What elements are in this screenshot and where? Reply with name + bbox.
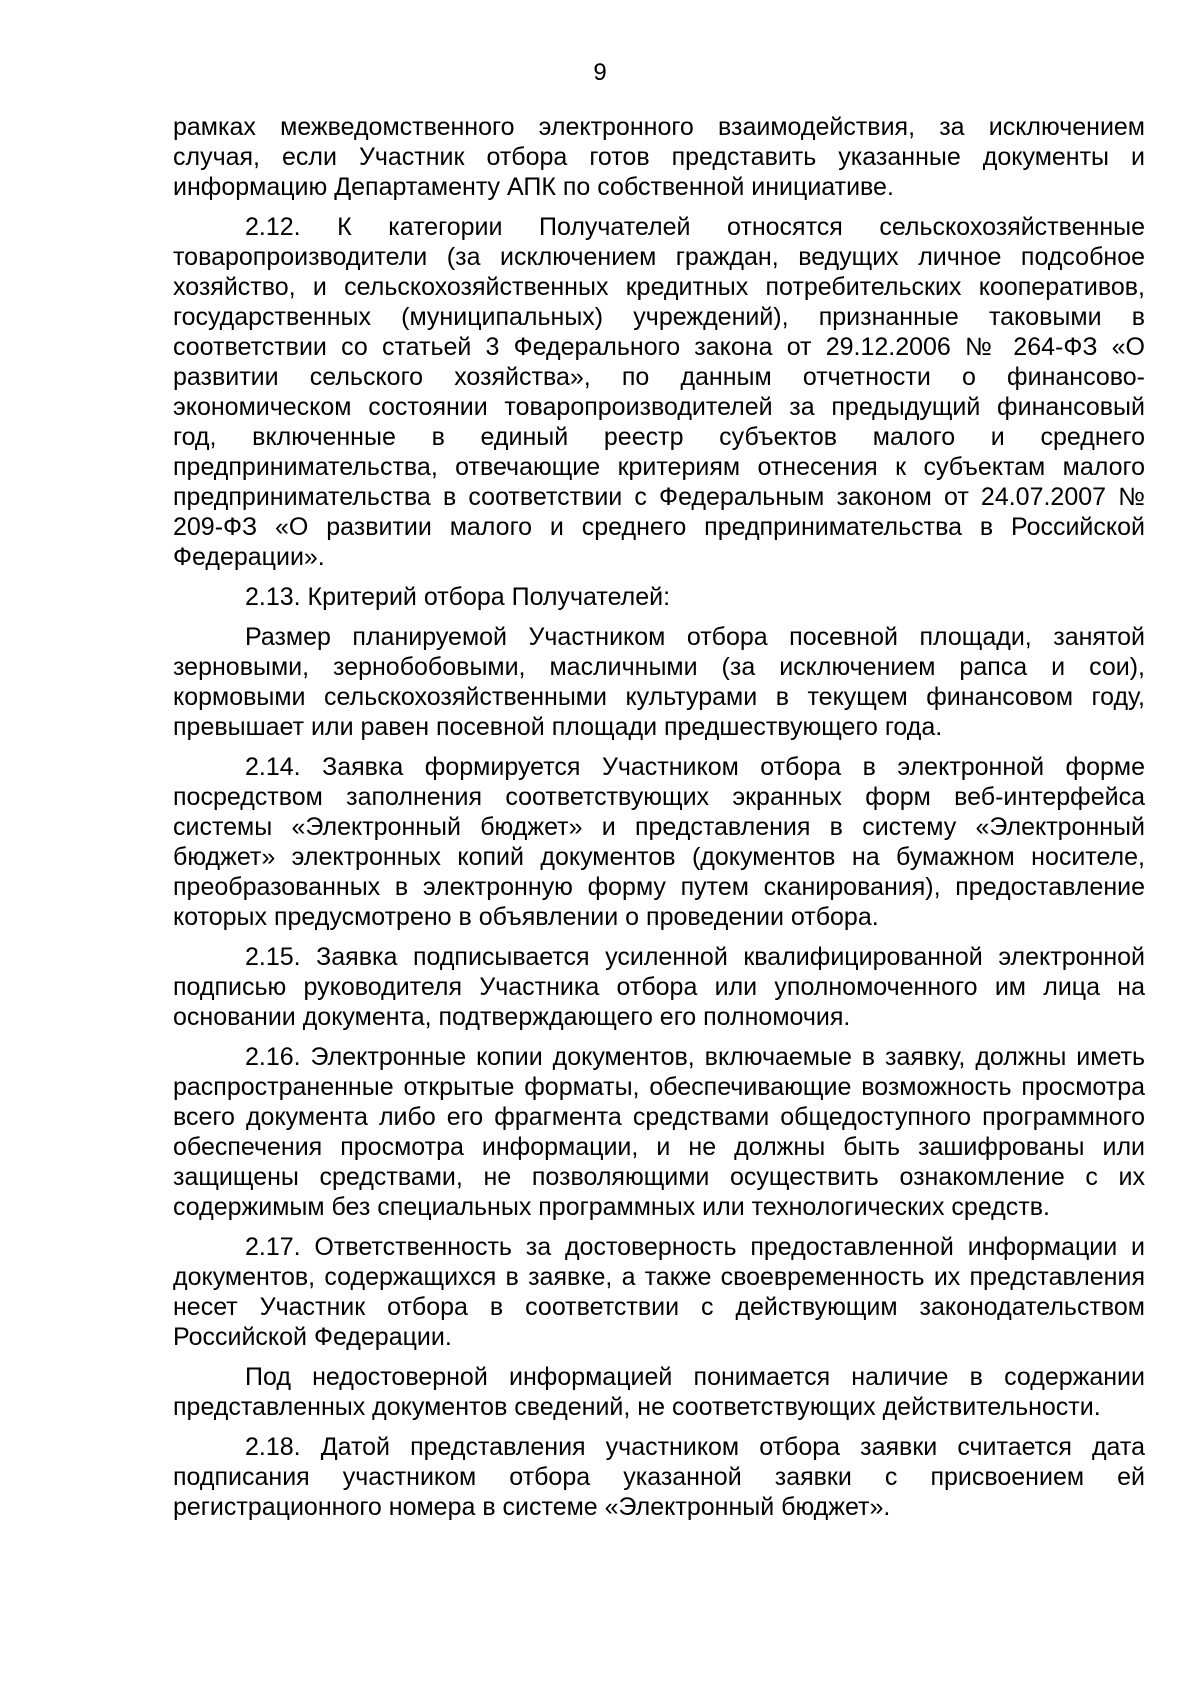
paragraph-2-15: 2.15. Заявка подписывается усиленной квалифицированной электронной подписью руководителя Участника отбора или уполномоченного им лица на основании документа, подтверждающего его полномочия. [173, 943, 1145, 1031]
paragraph-2-12: 2.12. К категории Получателей относятся сельскохозяйственные товаропроизводители (за исключением граждан, ведущих личное подсобное хозяйство, и сельскохозяйственных кредитных потребительских кооперативов, государственных (муниципальных) учреждений), признанные таковыми в соответствии со статьей 3 Федерального закона от 29.12.2006 № 264-ФЗ «О развитии сельского хозяйства», по данным отчетности о финансово-экономическом состоянии товаропроизводителей за предыдущий финансовый год, включенные в единый реестр субъектов малого и среднего предпринимательства, отвечающие критериям отнесения к субъектам малого предпринимательства в соответствии с Федеральным законом от 24.07.2007 № 209-ФЗ «О развитии малого и среднего предпринимательства в Российской Федерации». [173, 213, 1145, 571]
document-body [173, 112, 1145, 1532]
paragraph-2-14: 2.14. Заявка формируется Участником отбора в электронной форме посредством заполнения соответствующих экранных форм веб-интерфейса системы «Электронный бюджет» и представления в систему «Электронный бюджет» электронных копий документов (документов на бумажном носителе, преобразованных в электронную форму путем сканирования), предоставление которых предусмотрено в объявлении о проведении отбора. [173, 753, 1145, 931]
paragraph-2-16: 2.16. Электронные копии документов, включаемые в заявку, должны иметь распространенные открытые форматы, обеспечивающие возможность просмотра всего документа либо его фрагмента средствами общедоступного программного обеспечения просмотра информации, и не должны быть зашифрованы или защищены средствами, не позволяющими осуществить ознакомление с их содержимым без специальных программных или технологических средств. [173, 1043, 1145, 1221]
paragraph-2-18: 2.18. Датой представления участником отбора заявки считается дата подписания участником отбора указанной заявки с присвоением ей регистрационного номера в системе «Электронный бюджет». [173, 1433, 1145, 1521]
paragraph-continuation: рамках межведомственного электронного взаимодействия, за исключением случая, если Участник отбора готов представить указанные документы и информацию Департаменту АПК по собственной инициативе. [173, 113, 1145, 201]
page-number: 9 [593, 59, 607, 86]
paragraph-2-13: 2.13. Критерий отбора Получателей: [245, 583, 671, 611]
paragraph-2-17-definition: Под недостоверной информацией понимается наличие в содержании представленных документов сведений, не соответствующих действительности. [173, 1363, 1145, 1421]
paragraph-2-13-criterion: Размер планируемой Участником отбора посевной площади, занятой зерновыми, зернобобовыми, масличными (за исключением рапса и сои), кормовыми сельскохозяйственными культурами в текущем финансовом году, превышает или равен посевной площади предшествующего года. [173, 623, 1145, 741]
paragraph-2-17: 2.17. Ответственность за достоверность предоставленной информации и документов, содержащихся в заявке, а также своевременность их представления несет Участник отбора в соответствии с действующим законодательством Российской Федерации. [173, 1233, 1145, 1351]
